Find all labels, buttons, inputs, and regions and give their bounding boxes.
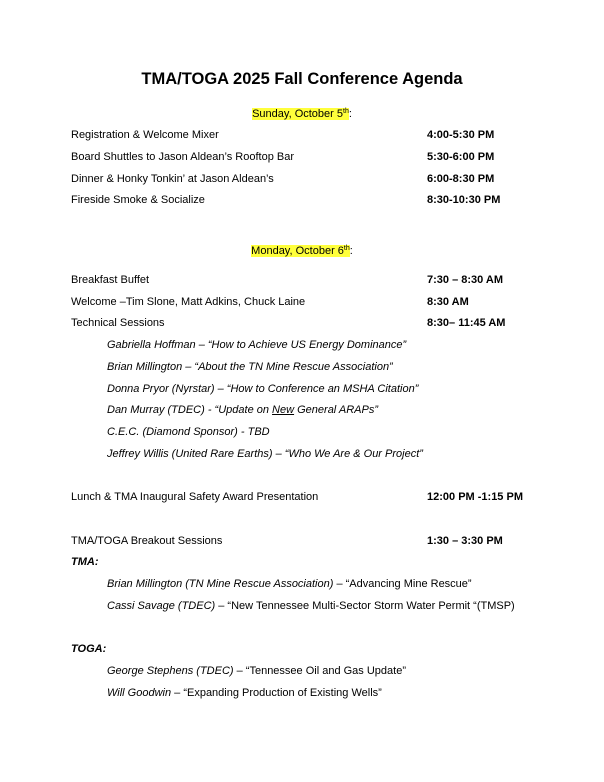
agenda-item-label: TMA/TOGA Breakout Sessions xyxy=(71,535,223,547)
technical-talk: Jeffrey Willis (United Rare Earths) – “Who We Are & Our Project” xyxy=(107,448,423,460)
page-title: TMA/TOGA 2025 Fall Conference Agenda xyxy=(141,70,463,88)
monday-colon: : xyxy=(349,245,353,257)
monday-date: Monday, October 6 xyxy=(251,245,344,257)
day-heading-sunday xyxy=(0,108,604,120)
agenda-row xyxy=(71,173,551,188)
sunday-colon: : xyxy=(348,108,352,120)
agenda-row xyxy=(71,129,551,144)
agenda-row xyxy=(71,274,551,289)
technical-talk: Gabriella Hoffman – “How to Achieve US Energy Dominance” xyxy=(107,339,407,351)
talk-topic: – “New Tennessee Multi-Sector Storm Water Permit “(TMSP) xyxy=(215,600,515,612)
agenda-item-time: 7:30 – 8:30 AM xyxy=(427,274,504,286)
agenda-item-time: 6:00-8:30 PM xyxy=(427,173,495,185)
agenda-item-time: 12:00 PM -1:15 PM xyxy=(427,491,523,503)
agenda-item-label: Fireside Smoke & Socialize xyxy=(71,194,205,206)
agenda-item-time: 8:30-10:30 PM xyxy=(427,194,501,206)
sunday-highlight xyxy=(252,108,349,120)
agenda-item-time: 1:30 – 3:30 PM xyxy=(427,535,503,547)
agenda-item-label: Registration & Welcome Mixer xyxy=(71,129,219,141)
technical-talk: Donna Pryor (Nyrstar) – “How to Conference an MSHA Citation” xyxy=(107,383,419,395)
toga-heading: TOGA: xyxy=(71,643,107,655)
technical-talk: Brian Millington – “About the TN Mine Rescue Association” xyxy=(107,361,393,373)
tma-talk xyxy=(107,578,472,590)
talk-topic: – “Tennessee Oil and Gas Update” xyxy=(233,665,406,677)
sunday-ordinal: th xyxy=(343,108,349,115)
talk-speaker: Will Goodwin xyxy=(107,687,172,699)
agenda-row-breakout xyxy=(71,535,551,550)
monday-highlight xyxy=(251,245,350,257)
talk-text-end: General ARAPs” xyxy=(294,404,379,416)
agenda-item-label: Breakfast Buffet xyxy=(71,274,150,286)
monday-ordinal: th xyxy=(343,245,350,252)
tma-heading: TMA: xyxy=(71,556,99,568)
technical-talk: C.E.C. (Diamond Sponsor) - TBD xyxy=(107,426,270,438)
agenda-item-label: Dinner & Honky Tonkin’ at Jason Aldean’s xyxy=(71,173,274,185)
agenda-item-time: 5:30-6:00 PM xyxy=(427,151,495,163)
agenda-item-label: Lunch & TMA Inaugural Safety Award Presentation xyxy=(71,491,319,503)
talk-speaker: Brian Millington (TN Mine Rescue Association) xyxy=(107,578,334,590)
agenda-row-lunch xyxy=(71,491,551,506)
technical-talk xyxy=(107,404,378,416)
toga-talk xyxy=(107,665,406,677)
day-heading-monday xyxy=(0,245,604,257)
sunday-date: Sunday, October 5 xyxy=(252,108,343,120)
agenda-row xyxy=(71,317,551,332)
talk-underlined-word: New xyxy=(272,404,295,416)
agenda-item-time: 8:30 AM xyxy=(427,296,469,308)
talk-text-start: Dan Murray (TDEC) - “Update on xyxy=(107,404,273,416)
talk-speaker: Cassi Savage (TDEC) xyxy=(107,600,216,612)
talk-topic: – “Advancing Mine Rescue” xyxy=(333,578,472,590)
agenda-row xyxy=(71,151,551,166)
talk-topic: – “Expanding Production of Existing Wells” xyxy=(171,687,382,699)
agenda-item-label: Technical Sessions xyxy=(71,317,165,329)
agenda-row xyxy=(71,296,551,311)
agenda-item-time: 8:30– 11:45 AM xyxy=(427,317,506,329)
agenda-row xyxy=(71,194,551,209)
tma-talk xyxy=(107,600,515,612)
agenda-item-time: 4:00-5:30 PM xyxy=(427,129,495,141)
toga-talk xyxy=(107,687,382,699)
agenda-item-label: Welcome –Tim Slone, Matt Adkins, Chuck Laine xyxy=(71,296,306,308)
talk-speaker: George Stephens (TDEC) xyxy=(107,665,234,677)
agenda-item-label: Board Shuttles to Jason Aldean’s Rooftop Bar xyxy=(71,151,294,163)
